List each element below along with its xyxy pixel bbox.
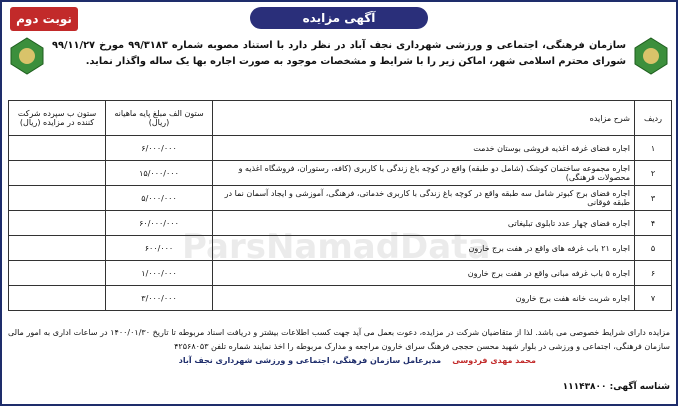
title-bar (2, 7, 676, 33)
col-base-rent-header: ستون الف مبلغ پایه ماهیانه (ریال) (106, 101, 213, 136)
signature-block (179, 356, 536, 365)
row-deposit (9, 286, 106, 311)
auction-table (8, 100, 672, 311)
row-description: اجاره فضای غرفه اغذیه فروشی بوستان خدمت (213, 136, 635, 161)
municipality-logo-icon (632, 36, 670, 76)
row-description: اجاره ۲۱ باب غرفه های واقع در هفت برج خارون (213, 236, 635, 261)
row-base-rent: ۶/۰۰۰/۰۰۰ (106, 136, 213, 161)
row-index: ۱ (635, 136, 672, 161)
row-deposit (9, 236, 106, 261)
col-description-header: شرح مزایده (213, 101, 635, 136)
signatory-role: مدیرعامل سازمان فرهنگی، اجتماعی و ورزشی شهرداری نجف آباد (178, 356, 442, 365)
row-base-rent: ۶۰/۰۰۰/۰۰۰ (106, 211, 213, 236)
table-header-row (9, 101, 672, 136)
row-index: ۴ (635, 211, 672, 236)
watermark: ParsNamadData (182, 227, 491, 267)
row-base-rent: ۳/۰۰۰/۰۰۰ (106, 286, 213, 311)
row-index: ۳ (635, 186, 672, 211)
row-description: اجاره مجموعه ساختمان کوشک (شامل دو طبقه) واقع در کوچه باغ زندگی با کاربری (کافه، رستوران، فروشگاه اغذیه و محصولات فرهنگی) (213, 161, 635, 186)
round-badge: نوبت دوم (10, 7, 78, 31)
row-base-rent: ۱/۰۰۰/۰۰۰ (106, 261, 213, 286)
table-row (9, 136, 672, 161)
signatory-name: محمد مهدی فردوسی (452, 356, 536, 365)
row-deposit (9, 136, 106, 161)
row-description: اجاره ۵ باب غرفه مبانی واقع در هفت برج خارون (213, 261, 635, 286)
row-deposit (9, 211, 106, 236)
row-index: ۲ (635, 161, 672, 186)
table-row (9, 186, 672, 211)
col-index-header: ردیف (635, 101, 672, 136)
table-row (9, 211, 672, 236)
row-deposit (9, 161, 106, 186)
row-base-rent: ۱۵/۰۰۰/۰۰۰ (106, 161, 213, 186)
row-deposit (9, 261, 106, 286)
row-base-rent: ۵/۰۰۰/۰۰۰ (106, 186, 213, 211)
row-index: ۷ (635, 286, 672, 311)
notice-title: آگهی مزایده (250, 7, 428, 29)
row-index: ۵ (635, 236, 672, 261)
notes-text: مزایده دارای شرایط خصوصی می باشد. لذا از متقاضیان شرکت در مزایده، دعوت بعمل می آید جهت کسب اطلاعات بیشتر و دریافت اسناد مربوطه تا تاریخ ۱۴۰۰/۰۱/۳۰ در ساعات اداری به امور مالی سازمان فرهنگی، اجتماعی و ورزشی در بلوار شهید محسن حججی فرهنگ سرای خارون مراجعه و مدارک مربوطه را اخذ نمایند شماره تلفن ۴۲۵۶۸۰۵۳ (8, 328, 670, 351)
row-description: اجاره فضای برج کبوتر شامل سه طبقه واقع در کوچه باغ زندگی با کاربری خدماتی، فرهنگی، آموزشی و ایجاد آسمان نما در طبقه فوقانی (213, 186, 635, 211)
table-row (9, 286, 672, 311)
row-index: ۶ (635, 261, 672, 286)
municipality-logo-icon (8, 36, 46, 76)
table-row (9, 236, 672, 261)
row-description: اجاره فضای چهار عدد تابلوی تبلیغاتی (213, 211, 635, 236)
intro-text: سازمان فرهنگی، اجتماعی و ورزشی شهرداری نجف آباد در نظر دارد با استناد مصوبه شماره ۹۹/۳۱۸۳ مورخ ۹۹/۱۱/۲۷ شورای محترم اسلامی شهر، اماکن زیر را با شرایط و مشخصات موجود به صورت اجاره بها یک ساله واگذار نماید. (52, 40, 627, 67)
ad-id: شناسه آگهی: ۱۱۱۴۳۸۰۰ (562, 382, 670, 392)
row-deposit (9, 186, 106, 211)
row-description: اجاره شربت خانه هفت برج خارون (213, 286, 635, 311)
col-deposit-header: ستون ب سپرده شرکت کننده در مزایده (ریال) (9, 101, 106, 136)
row-base-rent: ۶۰۰/۰۰۰ (106, 236, 213, 261)
table-row (9, 161, 672, 186)
table-row (9, 261, 672, 286)
